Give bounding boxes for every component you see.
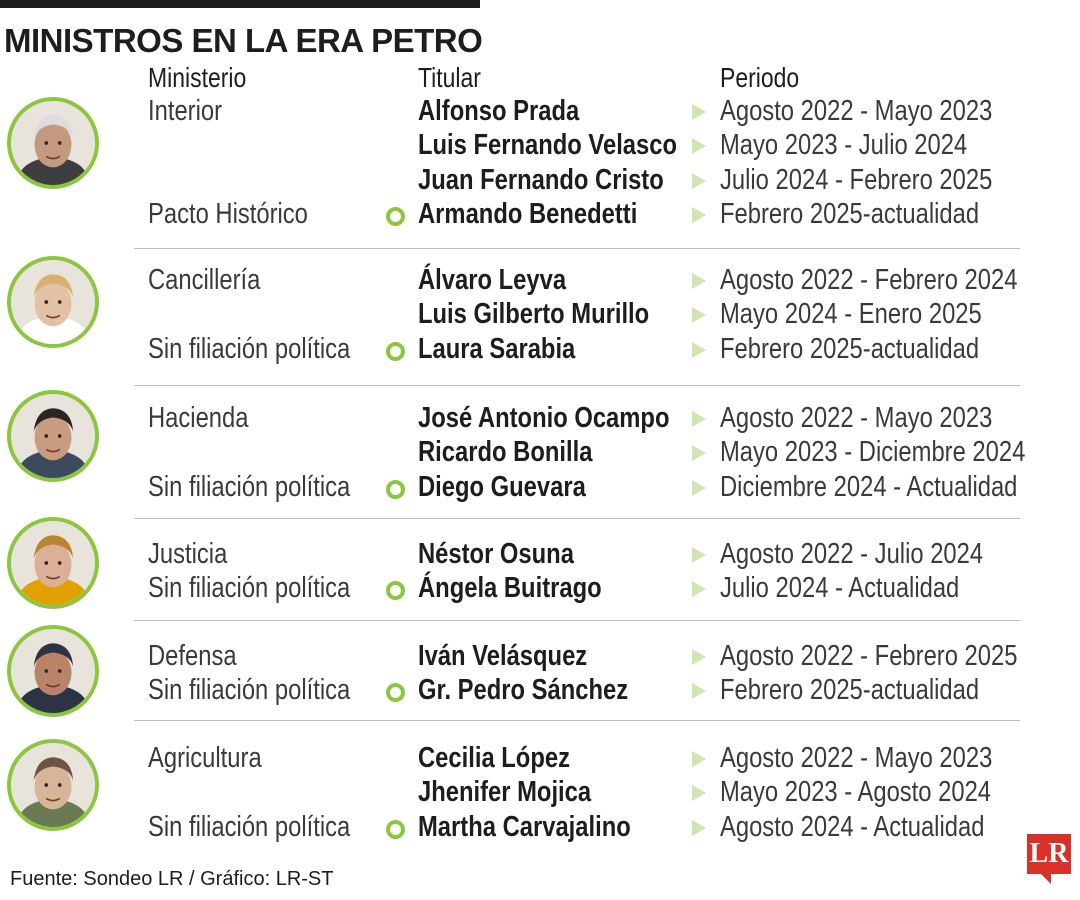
ministry-name: Agricultura [148, 742, 262, 774]
section-divider [134, 720, 1020, 721]
current-marker-icon [386, 683, 405, 702]
minister-name: Ángela Buitrago [418, 572, 602, 605]
arrow-icon [692, 207, 706, 223]
source-note: Fuente: Sondeo LR / Gráfico: LR-ST [10, 868, 334, 890]
term-period: Agosto 2022 - Mayo 2023 [720, 402, 993, 434]
arrow-icon [692, 307, 706, 323]
party-affiliation: Sin filiación política [148, 674, 351, 707]
minister-portrait-icon [7, 390, 99, 482]
page-title: MINISTROS EN LA ERA PETRO [4, 22, 483, 59]
current-marker-icon [386, 480, 405, 499]
minister-name: Juan Fernando Cristo [418, 163, 664, 196]
term-period: Diciembre 2024 - Actualidad [720, 470, 1018, 503]
ministry-name: Cancillería [148, 264, 261, 296]
minister-name: Armando Benedetti [418, 197, 638, 230]
minister-name: Jhenifer Mojica [418, 776, 592, 809]
party-affiliation: Pacto Histórico [148, 197, 308, 230]
header-ministry: Ministerio [148, 62, 247, 93]
arrow-icon [692, 273, 706, 289]
arrow-icon [692, 342, 706, 358]
arrow-icon [692, 411, 706, 427]
minister-name: Álvaro Leyva [418, 264, 567, 296]
minister-portrait-icon [7, 256, 99, 348]
arrow-icon [692, 104, 706, 120]
term-period: Mayo 2023 - Diciembre 2024 [720, 436, 1026, 469]
section-divider [134, 620, 1020, 621]
arrow-icon [692, 751, 706, 767]
minister-name: José Antonio Ocampo [418, 402, 670, 434]
ministry-name: Justicia [148, 538, 228, 570]
section-divider [134, 248, 1020, 249]
minister-name: Luis Gilberto Murillo [418, 298, 650, 331]
ministry-name: Hacienda [148, 402, 249, 434]
arrow-icon [692, 649, 706, 665]
ministry-name: Interior [148, 95, 223, 127]
arrow-icon [692, 138, 706, 154]
minister-name: Laura Sarabia [418, 332, 576, 365]
minister-portrait-icon [7, 625, 99, 717]
minister-name: Martha Carvajalino [418, 810, 631, 843]
arrow-icon [692, 173, 706, 189]
minister-name: Néstor Osuna [418, 538, 574, 570]
minister-portrait-icon [7, 739, 99, 831]
term-period: Febrero 2025-actualidad [720, 332, 980, 365]
term-period: Agosto 2022 - Mayo 2023 [720, 95, 993, 127]
party-affiliation: Sin filiación política [148, 810, 351, 843]
term-period: Mayo 2023 - Julio 2024 [720, 129, 968, 162]
term-period: Febrero 2025-actualidad [720, 674, 980, 707]
minister-name: Iván Velásquez [418, 640, 588, 672]
party-affiliation: Sin filiación política [148, 572, 351, 605]
header-holder: Titular [418, 62, 481, 93]
term-period: Julio 2024 - Febrero 2025 [720, 163, 993, 196]
term-period: Mayo 2023 - Agosto 2024 [720, 776, 992, 809]
minister-name: Ricardo Bonilla [418, 436, 593, 469]
top-rule [0, 0, 480, 8]
minister-portrait-icon [7, 517, 99, 609]
arrow-icon [692, 683, 706, 699]
term-period: Febrero 2025-actualidad [720, 197, 980, 230]
arrow-icon [692, 581, 706, 597]
section-divider [134, 385, 1020, 386]
arrow-icon [692, 480, 706, 496]
party-affiliation: Sin filiación política [148, 332, 351, 365]
section-divider [134, 518, 1020, 519]
term-period: Agosto 2022 - Febrero 2024 [720, 264, 1018, 296]
minister-name: Diego Guevara [418, 470, 586, 503]
minister-name: Alfonso Prada [418, 95, 580, 127]
term-period: Agosto 2022 - Julio 2024 [720, 538, 984, 570]
term-period: Julio 2024 - Actualidad [720, 572, 960, 605]
term-period: Agosto 2024 - Actualidad [720, 810, 985, 843]
minister-name: Cecilia López [418, 742, 570, 774]
term-period: Agosto 2022 - Mayo 2023 [720, 742, 993, 774]
term-period: Agosto 2022 - Febrero 2025 [720, 640, 1018, 672]
minister-portrait-icon [7, 97, 99, 189]
header-period: Periodo [720, 62, 800, 93]
arrow-icon [692, 547, 706, 563]
lr-logo: LR [1027, 834, 1071, 874]
arrow-icon [692, 445, 706, 461]
arrow-icon [692, 820, 706, 836]
ministry-name: Defensa [148, 640, 237, 672]
current-marker-icon [386, 820, 405, 839]
minister-name: Gr. Pedro Sánchez [418, 674, 629, 707]
current-marker-icon [386, 581, 405, 600]
party-affiliation: Sin filiación política [148, 470, 351, 503]
arrow-icon [692, 785, 706, 801]
current-marker-icon [386, 342, 405, 361]
minister-name: Luis Fernando Velasco [418, 129, 678, 162]
term-period: Mayo 2024 - Enero 2025 [720, 298, 982, 331]
current-marker-icon [386, 207, 405, 226]
